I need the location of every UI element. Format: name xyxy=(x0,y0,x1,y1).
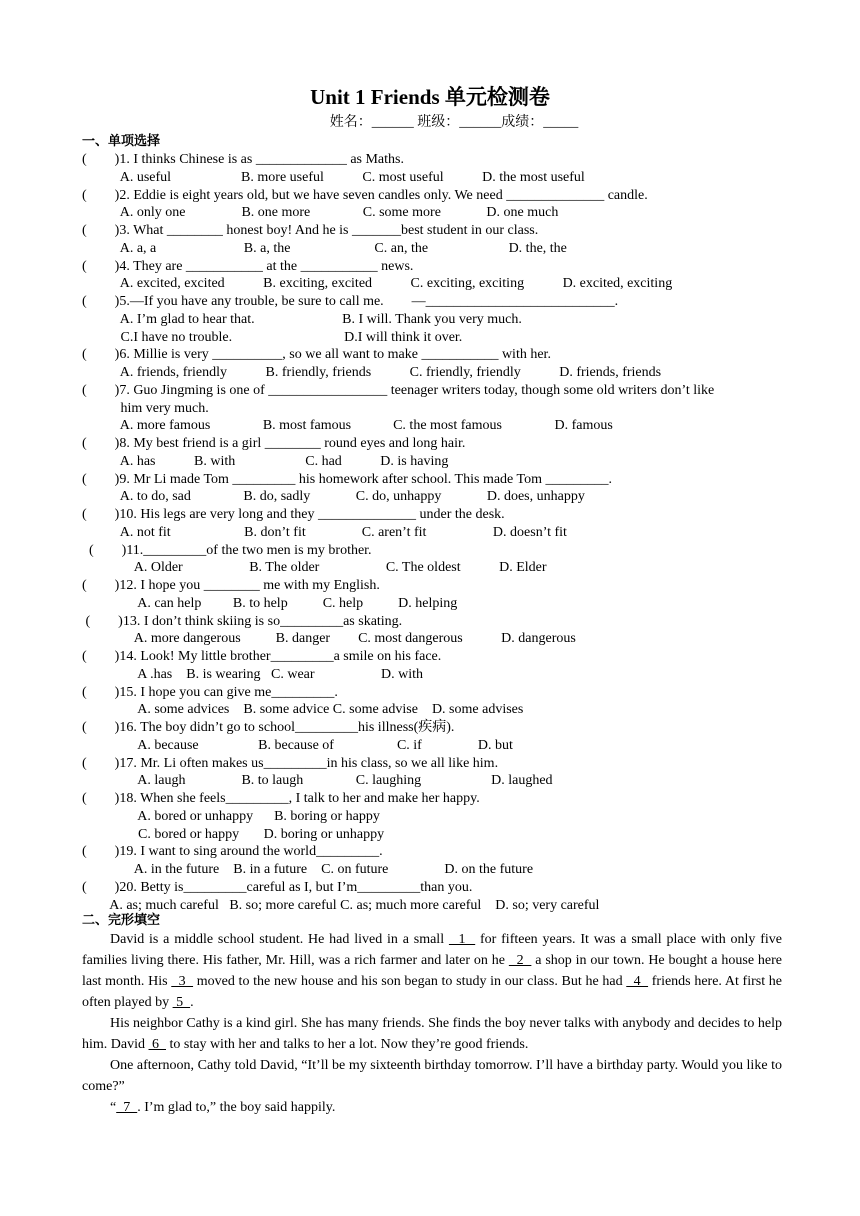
page-title: Unit 1 Friends 单元检测卷 xyxy=(310,85,550,109)
options-line: A. to do, sad B. do, sadly C. do, unhappy D. does, unhappy xyxy=(82,489,585,505)
question-line: ( )2. Eddie is eight years old, but we have seven candles only. We need ______________ candle. xyxy=(82,187,648,203)
options-line: A. can help B. to help C. help D. helping xyxy=(82,595,458,611)
options-line: A. laugh B. to laugh C. laughing D. laughed xyxy=(82,773,553,789)
question-line: ( )9. Mr Li made Tom _________ his homework after school. This made Tom _________. xyxy=(82,471,612,487)
options-line: A. not fit B. don’t fit C. aren’t fit D. doesn’t fit xyxy=(82,524,567,540)
question-line: ( )6. Millie is very __________, so we all want to make ___________ with her. xyxy=(82,347,551,363)
question-line: ( )12. I hope you ________ me with my English. xyxy=(82,578,380,593)
options-line: A. a, a B. a, the C. an, the D. the, the xyxy=(82,240,567,256)
options-line: A. useful B. more useful C. most useful D. the most useful xyxy=(82,169,585,185)
question-line: ( )19. I want to sing around the world_________. xyxy=(82,844,383,860)
options-line: A. in the future B. in a future C. on future D. on the future xyxy=(82,862,534,877)
question-line: ( )13. I don’t think skiing is so_________as skating. xyxy=(82,613,403,629)
paragraph-text: David is a middle school student. He had lived in a small xyxy=(110,932,449,947)
cloze-blank: 2 xyxy=(508,953,532,968)
question-line: ( )14. Look! My little brother_________a smile on his face. xyxy=(82,649,442,664)
section-heading-multiple-choice: 一、单项选择 xyxy=(82,134,161,149)
cloze-paragraph-4 xyxy=(82,1097,782,1118)
question-line: ( )10. His legs are very long and they ______________ under the desk. xyxy=(82,507,505,522)
cloze-blank: 4 xyxy=(626,974,649,989)
options-line: C.I have no trouble. D.I will think it over. xyxy=(82,329,463,345)
question-line: ( )15. I hope you can give me_________. xyxy=(82,684,338,700)
options-line: A. Older B. The older C. The oldest D. Elder xyxy=(82,560,547,576)
options-line: A. friends, friendly B. friendly, friends C. friendly, friendly D. friends, friends xyxy=(82,365,662,380)
options-line: A. more famous B. most famous C. the most famous D. famous xyxy=(82,418,613,434)
question-line: ( )17. Mr. Li often makes us_________in his class, so we all like him. xyxy=(82,755,499,771)
options-line: C. bored or happy D. boring or unhappy xyxy=(82,826,385,842)
options-line: A. because B. because of C. if D. but xyxy=(82,737,513,753)
cloze-paragraph-1 xyxy=(82,929,782,1013)
cloze-blank: 1 xyxy=(448,932,476,947)
options-line: A. more dangerous B. danger C. most dangerous D. dangerous xyxy=(82,631,576,647)
question-line: ( )16. The boy didn’t go to school_________his illness(疾病). xyxy=(82,720,455,735)
paragraph-text: to stay with her and talks to her a lot. Now they’re good friends. xyxy=(166,1037,529,1052)
question-line: ( )1. I thinks Chinese is as _____________ as Maths. xyxy=(82,152,404,167)
options-line: A. as; much careful B. so; more careful C. as; much more careful D. so; very careful xyxy=(82,897,600,913)
cloze-paragraph-3 xyxy=(82,1055,782,1097)
question-line: ( )5.—If you have any trouble, be sure to call me. —___________________________. xyxy=(82,294,619,309)
options-line: him very much. xyxy=(82,400,209,416)
cloze-paragraph-2 xyxy=(82,1013,782,1055)
cloze-blank: 5 xyxy=(172,995,191,1010)
question-line: ( )20. Betty is_________careful as I, but I’m_________than you. xyxy=(82,879,473,895)
cloze-blank: 6 xyxy=(148,1037,166,1052)
paragraph-text: “ xyxy=(110,1100,117,1115)
paragraph-text: . xyxy=(190,995,194,1010)
question-line: ( )11._________of the two men is my brother. xyxy=(82,542,372,558)
paragraph-text: friends here. At first he often played by xyxy=(82,974,783,1010)
paragraph-text: a shop in our town. He bought a house here last month. His xyxy=(82,953,782,989)
paragraph-text: One afternoon, Cathy told David, “It’ll be my sixteenth birthday tomorrow. I’ll have a birthday party. Would you like to come?” xyxy=(82,1058,782,1094)
paragraph-text: . I’m glad to,” the boy said happily. xyxy=(137,1100,336,1115)
section-heading-cloze: 二、完形填空 xyxy=(82,913,161,928)
question-line: ( )3. What ________ honest boy! And he is _______best student in our class. xyxy=(82,223,539,238)
question-line: ( )7. Guo Jingming is one of _________________ teenager writers today, though some old writers don’t like xyxy=(82,382,715,398)
question-line: ( )18. When she feels_________, I talk to her and make her happy. xyxy=(82,791,480,806)
student-info-line: 姓名：______ 班级：______成绩：_____ xyxy=(329,115,579,130)
paragraph-text: His neighbor Cathy is a kind girl. She has many friends. She finds the boy never talks with anybody and decides to help him. David xyxy=(82,1016,782,1052)
options-line: A. bored or unhappy B. boring or happy xyxy=(82,808,380,824)
options-line: A. some advices B. some advice C. some advise D. some advises xyxy=(82,702,524,718)
question-line: ( )8. My best friend is a girl ________ round eyes and long hair. xyxy=(82,436,466,451)
options-line: A. has B. with C. had D. is having xyxy=(82,453,449,469)
options-line: A .has B. is wearing C. wear D. with xyxy=(82,666,424,682)
options-line: A. excited, excited B. exciting, excited C. exciting, exciting D. excited, exciting xyxy=(82,276,673,292)
question-line: ( )4. They are ___________ at the ___________ news. xyxy=(82,258,414,274)
paragraph-text: for fifteen years. It was a small place with only five families living there. His father, Mr. Hill, was a rich farmer and later on he xyxy=(82,932,783,968)
paragraph-text: moved to the new house and his son began to study in our class. But he had xyxy=(193,974,627,989)
cloze-blank: 3 xyxy=(171,974,194,989)
cloze-blank: 7 xyxy=(116,1100,138,1115)
options-line: A. only one B. one more C. some more D. one much xyxy=(82,205,559,221)
options-line: A. I’m glad to hear that. B. I will. Thank you very much. xyxy=(82,311,522,327)
